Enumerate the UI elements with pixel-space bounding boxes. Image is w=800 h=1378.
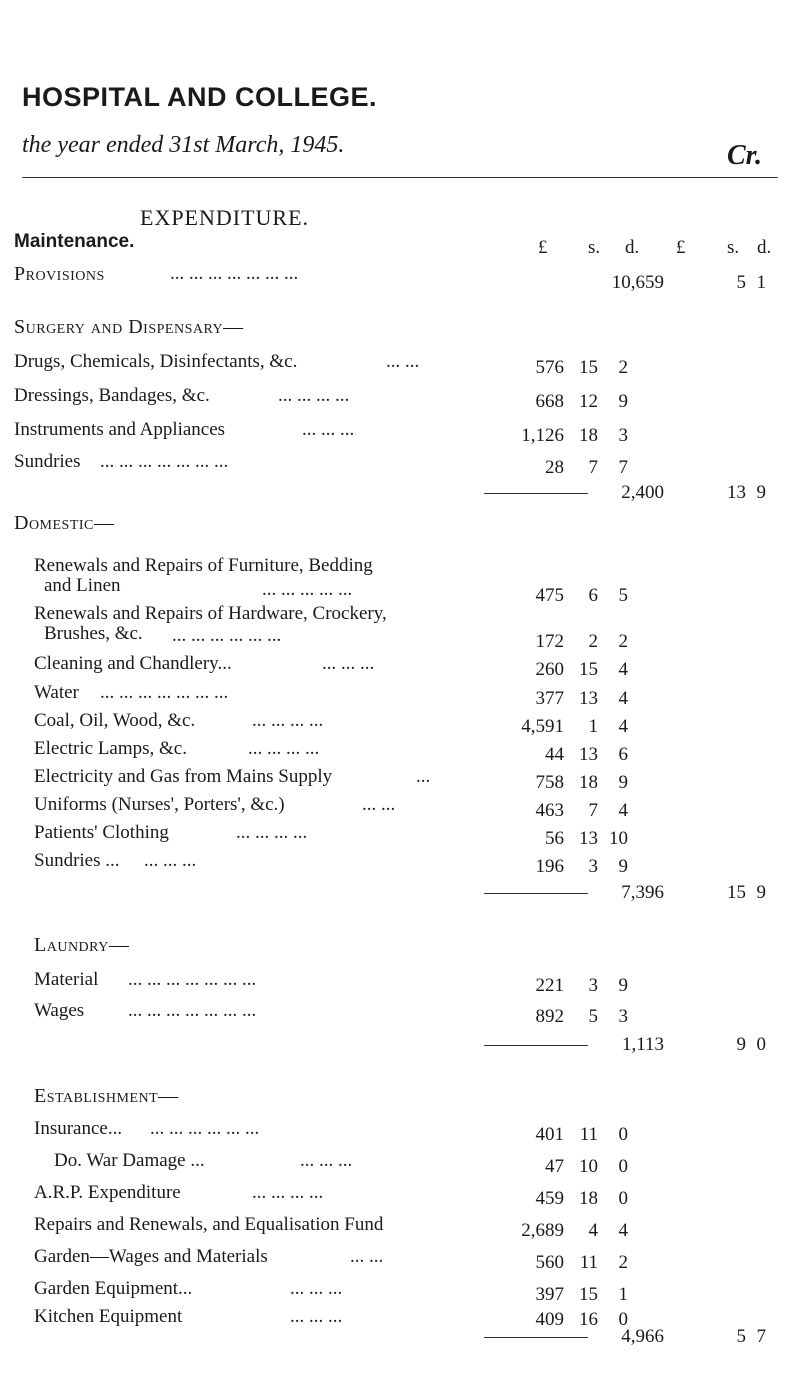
row-shillings: 13 xyxy=(579,744,598,765)
row-shillings: 15 xyxy=(579,357,598,378)
row-pounds: 401 xyxy=(535,1124,564,1145)
section-subheading: Maintenance. xyxy=(14,231,135,252)
row-label: Material xyxy=(34,969,99,990)
row-pounds: 172 xyxy=(535,631,564,652)
row-label: Electric Lamps, &c. xyxy=(34,738,187,759)
row-shillings: 6 xyxy=(588,585,598,606)
row-dots: ... ... ... ... ... xyxy=(262,579,353,600)
group-title-laundry: Laundry— xyxy=(34,934,130,956)
row-pounds: 758 xyxy=(535,772,564,793)
row-pounds: 47 xyxy=(545,1156,564,1177)
row-dots: ... ... ... xyxy=(300,1150,353,1171)
row-label: Electricity and Gas from Mains Supply xyxy=(34,766,333,787)
row-pence: 4 xyxy=(618,688,628,709)
row-pence: 2 xyxy=(618,1252,628,1273)
page-title: HOSPITAL AND COLLEGE. xyxy=(22,82,378,112)
row-pounds: 892 xyxy=(535,1006,564,1027)
row-label: Renewals and Repairs of Hardware, Crockery, xyxy=(34,603,387,624)
row-shillings: 18 xyxy=(579,1188,598,1209)
row-pence: 2 xyxy=(618,357,628,378)
row-dots: ... ... ... xyxy=(290,1278,343,1299)
row-pounds: 28 xyxy=(545,457,564,478)
row-pounds: 44 xyxy=(545,744,564,765)
provisions-dots: ... ... ... ... ... ... ... xyxy=(170,263,299,284)
row-pence: 0 xyxy=(618,1188,628,1209)
row-label: Uniforms (Nurses', Porters', &c.) xyxy=(34,794,285,815)
row-dots: ... ... ... xyxy=(322,653,375,674)
inner-pounds-heading: £ xyxy=(538,237,548,258)
row-dots: ... ... ... ... ... ... ... xyxy=(128,969,257,990)
row-shillings: 15 xyxy=(579,659,598,680)
row-dots: ... ... xyxy=(362,794,396,815)
row-dots: ... ... ... ... ... ... xyxy=(172,625,282,646)
section-heading: EXPENDITURE. xyxy=(140,205,310,230)
row-pounds: 459 xyxy=(535,1188,564,1209)
provisions-total-shillings: 5 xyxy=(736,272,746,293)
row-shillings: 12 xyxy=(579,391,598,412)
row-pence: 3 xyxy=(618,425,628,446)
total-pence: 7 xyxy=(756,1326,766,1347)
row-pence: 4 xyxy=(618,716,628,737)
row-label: Dressings, Bandages, &c. xyxy=(14,385,210,406)
row-pounds: 221 xyxy=(535,975,564,996)
total-pounds: 7,396 xyxy=(621,882,664,903)
row-shillings: 10 xyxy=(579,1156,598,1177)
total-shillings: 15 xyxy=(727,882,746,903)
row-label: Instruments and Appliances xyxy=(14,419,226,440)
inner-shillings-heading: s. xyxy=(588,237,601,258)
row-dots: ... ... xyxy=(386,351,420,372)
row-shillings: 13 xyxy=(579,828,598,849)
row-label: Cleaning and Chandlery... xyxy=(34,653,232,674)
row-pounds: 377 xyxy=(535,688,564,709)
row-label: Drugs, Chemicals, Disinfectants, &c. xyxy=(14,351,298,372)
row-label: Insurance... xyxy=(34,1118,123,1139)
row-dots: ... ... ... ... xyxy=(252,710,324,731)
row-pence: 6 xyxy=(618,744,628,765)
group-title-domestic: Domestic— xyxy=(14,512,115,534)
subtotal-rule xyxy=(484,893,588,894)
provisions-total-pence: 1 xyxy=(756,272,766,293)
row-label: Renewals and Repairs of Furniture, Bedding xyxy=(34,555,373,576)
row-dots: ... ... ... ... ... ... ... xyxy=(128,1000,257,1021)
total-pence: 9 xyxy=(756,882,766,903)
row-pence: 9 xyxy=(618,772,628,793)
row-pounds: 56 xyxy=(545,828,564,849)
row-shillings: 4 xyxy=(588,1220,598,1241)
row-pence: 0 xyxy=(618,1124,628,1145)
row-label: Garden Equipment... xyxy=(34,1278,193,1299)
row-pounds: 4,591 xyxy=(521,716,564,737)
row-pence: 10 xyxy=(609,828,628,849)
row-dots: ... ... ... xyxy=(302,419,355,440)
row-dots: ... ... ... ... xyxy=(236,822,308,843)
row-shillings: 3 xyxy=(588,975,598,996)
row-shillings: 1 xyxy=(588,716,598,737)
row-label-continued: and Linen xyxy=(44,575,121,596)
row-pounds: 668 xyxy=(535,391,564,412)
row-shillings: 18 xyxy=(579,425,598,446)
row-label: Water xyxy=(34,682,79,703)
row-label: A.R.P. Expenditure xyxy=(34,1182,181,1203)
row-pence: 2 xyxy=(618,631,628,652)
row-pence: 4 xyxy=(618,800,628,821)
total-shillings: 9 xyxy=(736,1034,746,1055)
row-pence: 4 xyxy=(618,659,628,680)
inner-pence-heading: d. xyxy=(625,237,640,258)
row-pounds: 475 xyxy=(535,585,564,606)
row-pence: 5 xyxy=(618,585,628,606)
row-pence: 0 xyxy=(618,1156,628,1177)
total-pounds: 1,113 xyxy=(621,1034,664,1055)
row-dots: ... ... ... xyxy=(290,1306,343,1327)
row-shillings: 18 xyxy=(579,772,598,793)
row-shillings: 13 xyxy=(579,688,598,709)
row-label: Sundries ... xyxy=(34,850,120,871)
row-pence: 4 xyxy=(618,1220,628,1241)
row-dots: ... ... ... ... xyxy=(248,738,320,759)
row-pounds: 260 xyxy=(535,659,564,680)
group-title-surgery: Surgery and Dispensary— xyxy=(14,316,244,338)
row-pounds: 576 xyxy=(535,357,564,378)
row-shillings: 5 xyxy=(588,1006,598,1027)
row-label: Coal, Oil, Wood, &c. xyxy=(34,710,196,731)
provisions-label: Provisions xyxy=(14,263,105,285)
row-pence: 9 xyxy=(618,391,628,412)
row-shillings: 16 xyxy=(579,1309,598,1330)
total-pence: 9 xyxy=(756,482,766,503)
row-label: Kitchen Equipment xyxy=(34,1306,183,1327)
row-dots: ... ... ... ... xyxy=(252,1182,324,1203)
row-label: Repairs and Renewals, and Equalisation Fund xyxy=(34,1214,384,1235)
row-pence: 1 xyxy=(618,1284,628,1305)
total-shillings: 13 xyxy=(727,482,746,503)
row-label: Sundries xyxy=(14,451,81,472)
provisions-total-pounds: 10,659 xyxy=(611,272,664,293)
outer-pounds-heading: £ xyxy=(676,237,686,258)
outer-shillings-heading: s. xyxy=(727,237,740,258)
outer-pence-heading: d. xyxy=(757,237,772,258)
row-pounds: 560 xyxy=(535,1252,564,1273)
row-label: Garden—Wages and Materials xyxy=(34,1246,268,1267)
row-pounds: 397 xyxy=(535,1284,564,1305)
row-label: Patients' Clothing xyxy=(34,822,169,843)
year-line: the year ended 31st March, 1945. xyxy=(22,132,345,158)
row-shillings: 3 xyxy=(588,856,598,877)
row-shillings: 7 xyxy=(588,800,598,821)
subtotal-rule xyxy=(484,493,588,494)
row-pounds: 1,126 xyxy=(521,425,564,446)
row-pounds: 409 xyxy=(535,1309,564,1330)
row-label: Do. War Damage ... xyxy=(54,1150,205,1171)
row-dots: ... ... ... ... ... ... xyxy=(150,1118,260,1139)
header-rule xyxy=(22,177,778,178)
row-dots: ... ... xyxy=(350,1246,384,1267)
row-dots: ... ... ... ... ... ... ... xyxy=(100,682,229,703)
total-shillings: 5 xyxy=(736,1326,746,1347)
row-shillings: 15 xyxy=(579,1284,598,1305)
row-shillings: 11 xyxy=(579,1124,598,1145)
row-pounds: 2,689 xyxy=(521,1220,564,1241)
row-dots: ... ... ... xyxy=(144,850,197,871)
row-pounds: 196 xyxy=(535,856,564,877)
row-label-continued: Brushes, &c. xyxy=(44,623,143,644)
total-pence: 0 xyxy=(756,1034,766,1055)
subtotal-rule xyxy=(484,1337,588,1338)
row-pence: 3 xyxy=(618,1006,628,1027)
row-dots: ... ... ... ... xyxy=(278,385,350,406)
row-pence: 9 xyxy=(618,856,628,877)
row-pence: 7 xyxy=(618,457,628,478)
row-dots: ... xyxy=(416,766,431,787)
row-pence: 0 xyxy=(618,1309,628,1330)
total-pounds: 2,400 xyxy=(621,482,664,503)
row-label: Wages xyxy=(34,1000,85,1021)
row-shillings: 7 xyxy=(588,457,598,478)
credit-side-label: Cr. xyxy=(726,140,762,171)
row-shillings: 11 xyxy=(579,1252,598,1273)
row-shillings: 2 xyxy=(588,631,598,652)
row-pence: 9 xyxy=(618,975,628,996)
subtotal-rule xyxy=(484,1045,588,1046)
total-pounds: 4,966 xyxy=(621,1326,664,1347)
group-title-establishment: Establishment— xyxy=(34,1085,179,1107)
row-pounds: 463 xyxy=(535,800,564,821)
row-dots: ... ... ... ... ... ... ... xyxy=(100,451,229,472)
